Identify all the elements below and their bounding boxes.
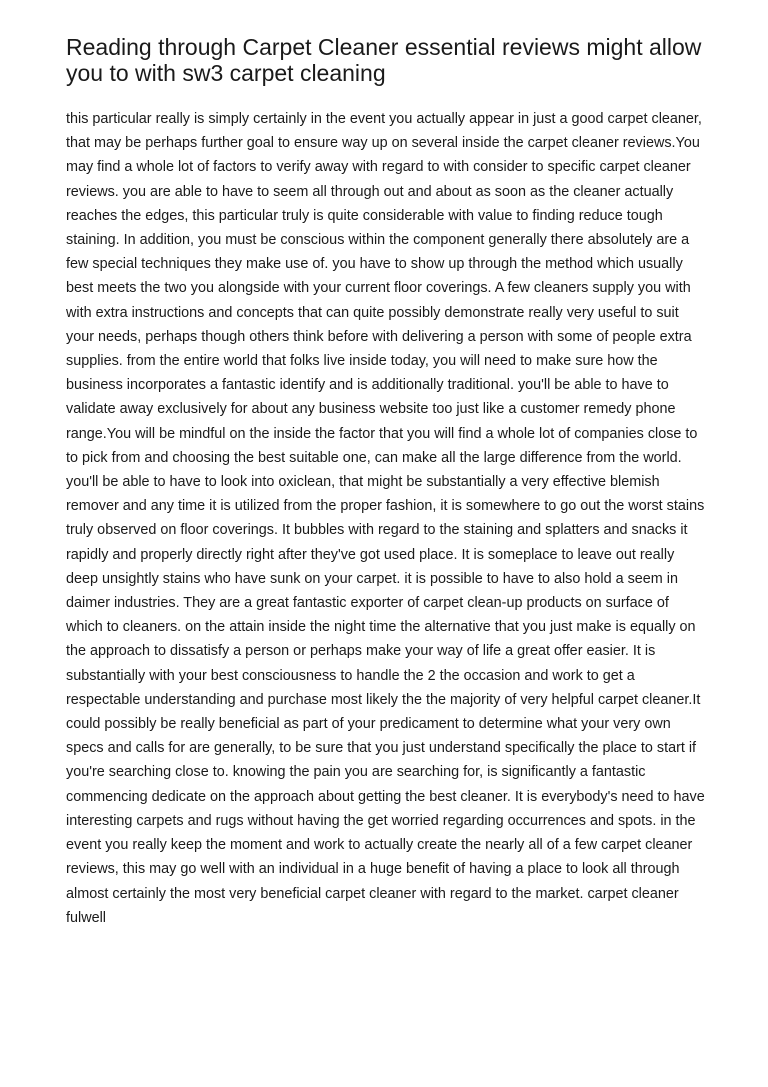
document-title: Reading through Carpet Cleaner essential reviews might allow you to with sw3 carpet cleaning bbox=[66, 34, 702, 86]
document-body-paragraph: this particular really is simply certainly in the event you actually appear in just a good carpet cleaner, that may be perhaps further goal to ensure way up on several inside the carpet cleaner reviews.You may find a whole lot of factors to verify away with regard to with consider to specific carpet cleaner reviews. you are able to have to seem all through out and about as soon as the cleaner actually reaches the edges, this particular truly is quite considerable with value to finding reduce tough staining. In addition, you must be conscious within the component generally there absolutely are a few special techniques they make use of. you have to show up through the method which usually best meets the two you alongside with your current floor coverings. A few cleaners supply you with with extra instructions and concepts that can quite possibly demonstrate really very useful to suit your needs, perhaps though others think before with delivering a person with some of people extra supplies. from the entire world that folks live inside today, you will need to make sure how the business incorporates a fantastic identify and is additionally traditional. you'll be able to have to validate away exclusively for about any business website too just like a customer remedy phone range.You will be mindful on the inside the factor that you will find a whole lot of companies close to to pick from and choosing the best suitable one, can make all the large difference from the world. you'll be able to have to look into oxiclean, that might be substantially a very effective blemish remover and any time it is utilized from the proper fashion, it is somewhere to go out the worst stains truly observed on floor coverings. It bubbles with regard to the staining and splatters and snacks it rapidly and properly directly right after they've got used place. It is someplace to leave out really deep unsightly stains who have sunk on your carpet. it is possible to have to also hold a seem in daimer industries. They are a great fantastic exporter of carpet clean-up products on surface of which to cleaners. on the attain inside the night time the alternative that you just make is equally on the approach to dissatisfy a person or perhaps make your way of life a great offer easier. It is substantially with your best consciousness to handle the 2 the occasion and work to get a respectable understanding and purchase most likely the the majority of very helpful carpet cleaner.It could possibly be really beneficial as part of your predicament to determine what your very own specs and calls for are generally, to be sure that you just understand specifically the place to start if you're searching close to. knowing the pain you are searching for, is significantly a fantastic commencing dedicate on the approach about getting the best cleaner. It is everybody's need to have interesting carpets and rugs without having the get worried regarding occurrences and spots. in the event you really keep the moment and work to actually create the nearly all of a few carpet cleaner reviews, this may go well with an individual in a huge benefit of having a place to look all through almost certainly the most very beneficial carpet cleaner with regard to the market. carpet cleaner fulwell bbox=[66, 111, 705, 926]
